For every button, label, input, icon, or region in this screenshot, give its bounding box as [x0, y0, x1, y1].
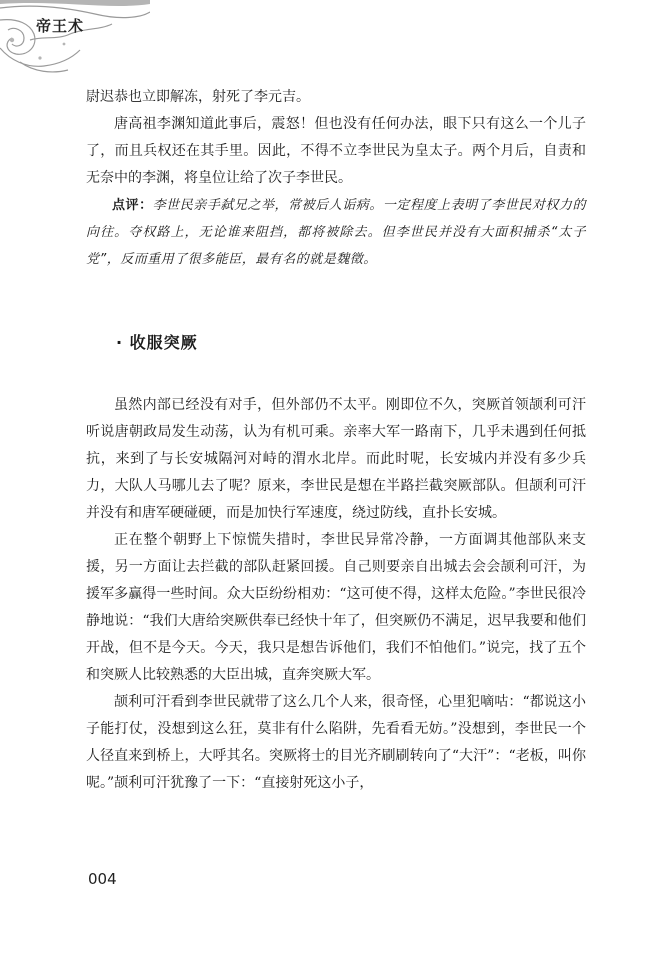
- running-header-title: 帝王术: [36, 17, 85, 35]
- commentary-text: 李世民亲手弑兄之举，常被后人诟病。一定程度上表明了李世民对权力的向往。夺权路上，无论谁来阻挡，都将被除去。但李世民并没有大面积捕杀“太子党”，反而重用了很多能臣，最有名的就是魏徵。: [86, 198, 586, 267]
- paragraph: 正在整个朝野上下惊慌失措时，李世民异常冷静，一方面调其他部队来支援，另一方面让去拦截的部队赶紧回援。自己则要亲自出城去会会颉利可汗，为援军多赢得一些时间。众大臣纷纷相劝：“这可使不得，这样太危险。”李世民很冷静地说：“我们大唐给突厥供奉已经快十年了，但突厥仍不满足，迟早我要和他们开战，但不是今天。今天，我只是想告诉他们，我们不怕他们。”说完，找了五个和突厥人比较熟悉的大臣出城，直奔突厥大军。: [86, 532, 586, 683]
- paragraph: 尉迟恭也立即解冻，射死了李元吉。: [86, 89, 310, 105]
- paragraph: 颉利可汗看到李世民就带了这么几个人来，很奇怪，心里犯嘀咕：“都说这小子能打仗，没想到这么狂，莫非有什么陷阱，先看看无妨。”没想到，李世民一个人径直来到桥上，大呼其名。突厥将士的目光齐刷刷转向了“大汗”：“老板，叫你呢。”颉利可汗犹豫了一下：“直接射死这小子，: [86, 694, 586, 791]
- paragraph: 虽然内部已经没有对手，但外部仍不太平。刚即位不久，突厥首领颉利可汗听说唐朝政局发生动荡，认为有机可乘。亲率大军一路南下，几乎未遇到任何抵抗，来到了与长安城隔河对峙的渭水北岸。而此时呢，长安城内并没有多少兵力，大队人马哪儿去了呢？原来，李世民是想在半路拦截突厥部队。但颉利可汗并没有和唐军硬碰硬，而是加快行军速度，绕过防线，直扑长安城。: [86, 397, 586, 521]
- commentary-label: 点评：: [112, 198, 153, 213]
- section-heading: · 收服突厥: [116, 333, 198, 352]
- commentary: [86, 192, 586, 273]
- page-body: [86, 84, 586, 797]
- page-number: 004: [88, 870, 117, 888]
- header-ornament: [0, 0, 150, 75]
- paragraph: 唐高祖李渊知道此事后，震怒！但也没有任何办法，眼下只有这么一个儿子了，而且兵权还在其手里。因此，不得不立李世民为皇太子。两个月后，自责和无奈中的李渊，将皇位让给了次子李世民。: [86, 116, 586, 186]
